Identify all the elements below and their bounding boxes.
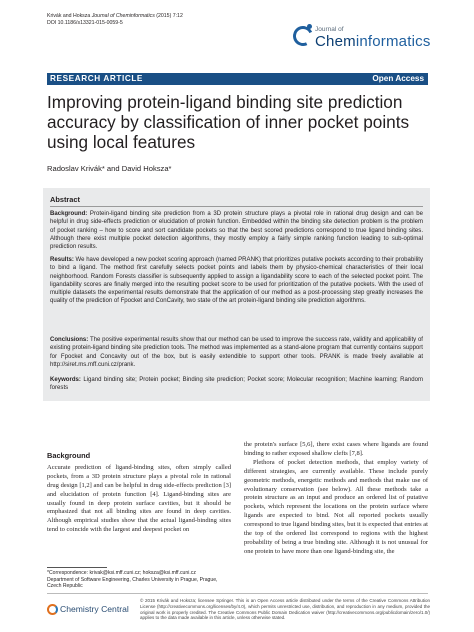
body-paragraph: Plethora of pocket detection methods, that employ variety of different strategies, are currently available. These include purely geometric methods, energetic methods and methods that make use of evolutionary conservation (see below). All these methods take a protein structure as an input and produce an ordered list of putative pockets, which represent the locations on the protein surface where ligands are expected to bind. Not all reported pockets usually correspond to true ligand binding sites, but it is expected that entries at the top of the ordered list correspond to regions with the highest probability of being a true binding site. Although it is not unusual for one protein to have more than one ligand-binding site, the [244, 458, 428, 555]
license-text: © 2015 Krivák and Hoksza; licensee Springer. This is an Open Access article distributed under the terms of the Creative Commons Attribution License (http://creativecommons.org/licenses/by/4.0), which permits unrestricted use, distribution, and reproduction in any medium, provided the original work is properly credited. The Creative Commons Public Domain Dedication waiver (http://creativecommons.org/publicdomain/zero/1.0/) applies to the data made available in this article, unless otherwise stated. [140, 598, 430, 621]
article-type: RESEARCH ARTICLE [50, 74, 143, 83]
abstract-conclusions-label: Conclusions: [50, 337, 89, 343]
logo-name-bold: Chem [315, 33, 356, 50]
logo-ring-icon [290, 23, 316, 49]
logo-dot-icon [307, 24, 312, 29]
open-access-label: Open Access [372, 74, 424, 83]
footnote-divider [47, 567, 107, 568]
abstract-box [43, 188, 430, 401]
abstract-results-text: We have developed a new pocket scoring approach (named PRANK) that prioritizes putative pockets according to their probability to bind a ligand. The method first carefully selects pocket points and labels them by physico-chemical characteristics of their local neighborhood. Random Forests classifier is subsequently applied to assign a ligandability score to each of the selected pocket point. The ligandability scores are finally merged into the resulting pocket score to be used for prioritization of the putative pockets. With the used of multiple datasets the experimental results demonstrate that the application of our method as a post-processing step greatly increases the quality of the prediction of Fpocket and ConCavity, two state of the art protein-ligand binding site prediction algorithms. [50, 257, 423, 305]
citation-header [47, 13, 183, 27]
publisher-name: Chemistry Central [60, 604, 129, 614]
correspondence-footnote [47, 570, 227, 590]
body-paragraph: the protein's surface [5,6], there exist cases where ligands are found binding to rather exposed shallow clefts [7,8]. [244, 441, 428, 457]
keywords-text: Ligand binding site; Protein pocket; Binding site prediction; Pocket score; Molecular recognition; Machine learning; Random forests [50, 377, 423, 392]
background-heading: Background [47, 451, 91, 460]
citation-authors: Krivák and Hoksza [47, 13, 91, 19]
abstract-heading: Abstract [50, 195, 80, 204]
footer-divider [47, 593, 428, 594]
abstract-divider [50, 206, 423, 207]
abstract-conclusions [50, 336, 423, 369]
body-left-column [47, 452, 231, 535]
journal-logo [293, 24, 443, 58]
body-paragraph: Accurate prediction of ligand-binding sites, often simply called pockets, from a 3D protein structure plays a pivotal role in rational drug design [1,2] and can be helpful in drug side-effects prediction [3] and elucidation of protein function [4]. Ligand-binding sites are usually found in deep protein surface cavities, but it should be emphasized that not all binding sites are found in deep cavities. Although empirical studies show that the actual ligand-binding sites tend to coincide with the largest and deepest pocket on [47, 463, 231, 534]
correspondence-emails: *Correspondence: krivak@ksi.mff.cuni.cz; hoksza@ksi.mff.cuni.cz [47, 570, 196, 576]
logo-name-rest: informatics [355, 33, 431, 50]
authors: Radoslav Krivák* and David Hoksza* [47, 164, 172, 173]
abstract-results-label: Results: [50, 257, 74, 263]
citation-journal: Journal of Cheminformatics [91, 13, 155, 19]
abstract-background-label: Background: [50, 211, 88, 217]
abstract-keywords [50, 376, 423, 393]
keywords-label: Keywords: [50, 377, 81, 383]
body-right-column [244, 441, 428, 557]
citation-ref: (2015) 7:12 [156, 13, 183, 19]
abstract-background-text: Protein-ligand binding site prediction from a 3D protein structure plays a pivotal role in rational drug design and can be helpful in drug side-effects prediction or elucidation of protein function. Embedded within the binding site detection problem is the problem of pocket ranking – how to score and sort candidate pockets so that the best scored predictions correspond to true ligand binding sites. Although there exist multiple pocket detection algorithms, they mostly employ a fairly simple ranking function leading to sub-optimal prediction results. [50, 211, 423, 251]
abstract-conclusions-text: The positive experimental results show that our method can be used to improve the success rate, validity and applicability of existing protein-ligand binding site prediction tools. The method was implemented as a stand-alone program that currently contains support for Fpocket and Concavity out of the box, but is easily extendible to support other tools. PRANK is made freely available at http://siret.ms.mff.cuni.cz/prank. [50, 337, 423, 368]
citation-line [47, 13, 183, 20]
logo-journal-of: Journal of [315, 26, 344, 33]
affiliation: Department of Software Engineering, Charles University in Prague, Prague, Czech Republic [47, 576, 218, 590]
chemistry-central-icon [47, 604, 58, 615]
publisher-logo [47, 604, 129, 618]
doi: DOI 10.1186/s13321-015-0059-5 [47, 20, 123, 26]
abstract-background [50, 210, 423, 251]
article-type-banner [47, 73, 428, 85]
logo-name [315, 33, 431, 50]
abstract-results [50, 256, 423, 306]
article-title: Improving protein-ligand binding site prediction accuracy by classification of inner pocket points using local features [47, 92, 410, 152]
